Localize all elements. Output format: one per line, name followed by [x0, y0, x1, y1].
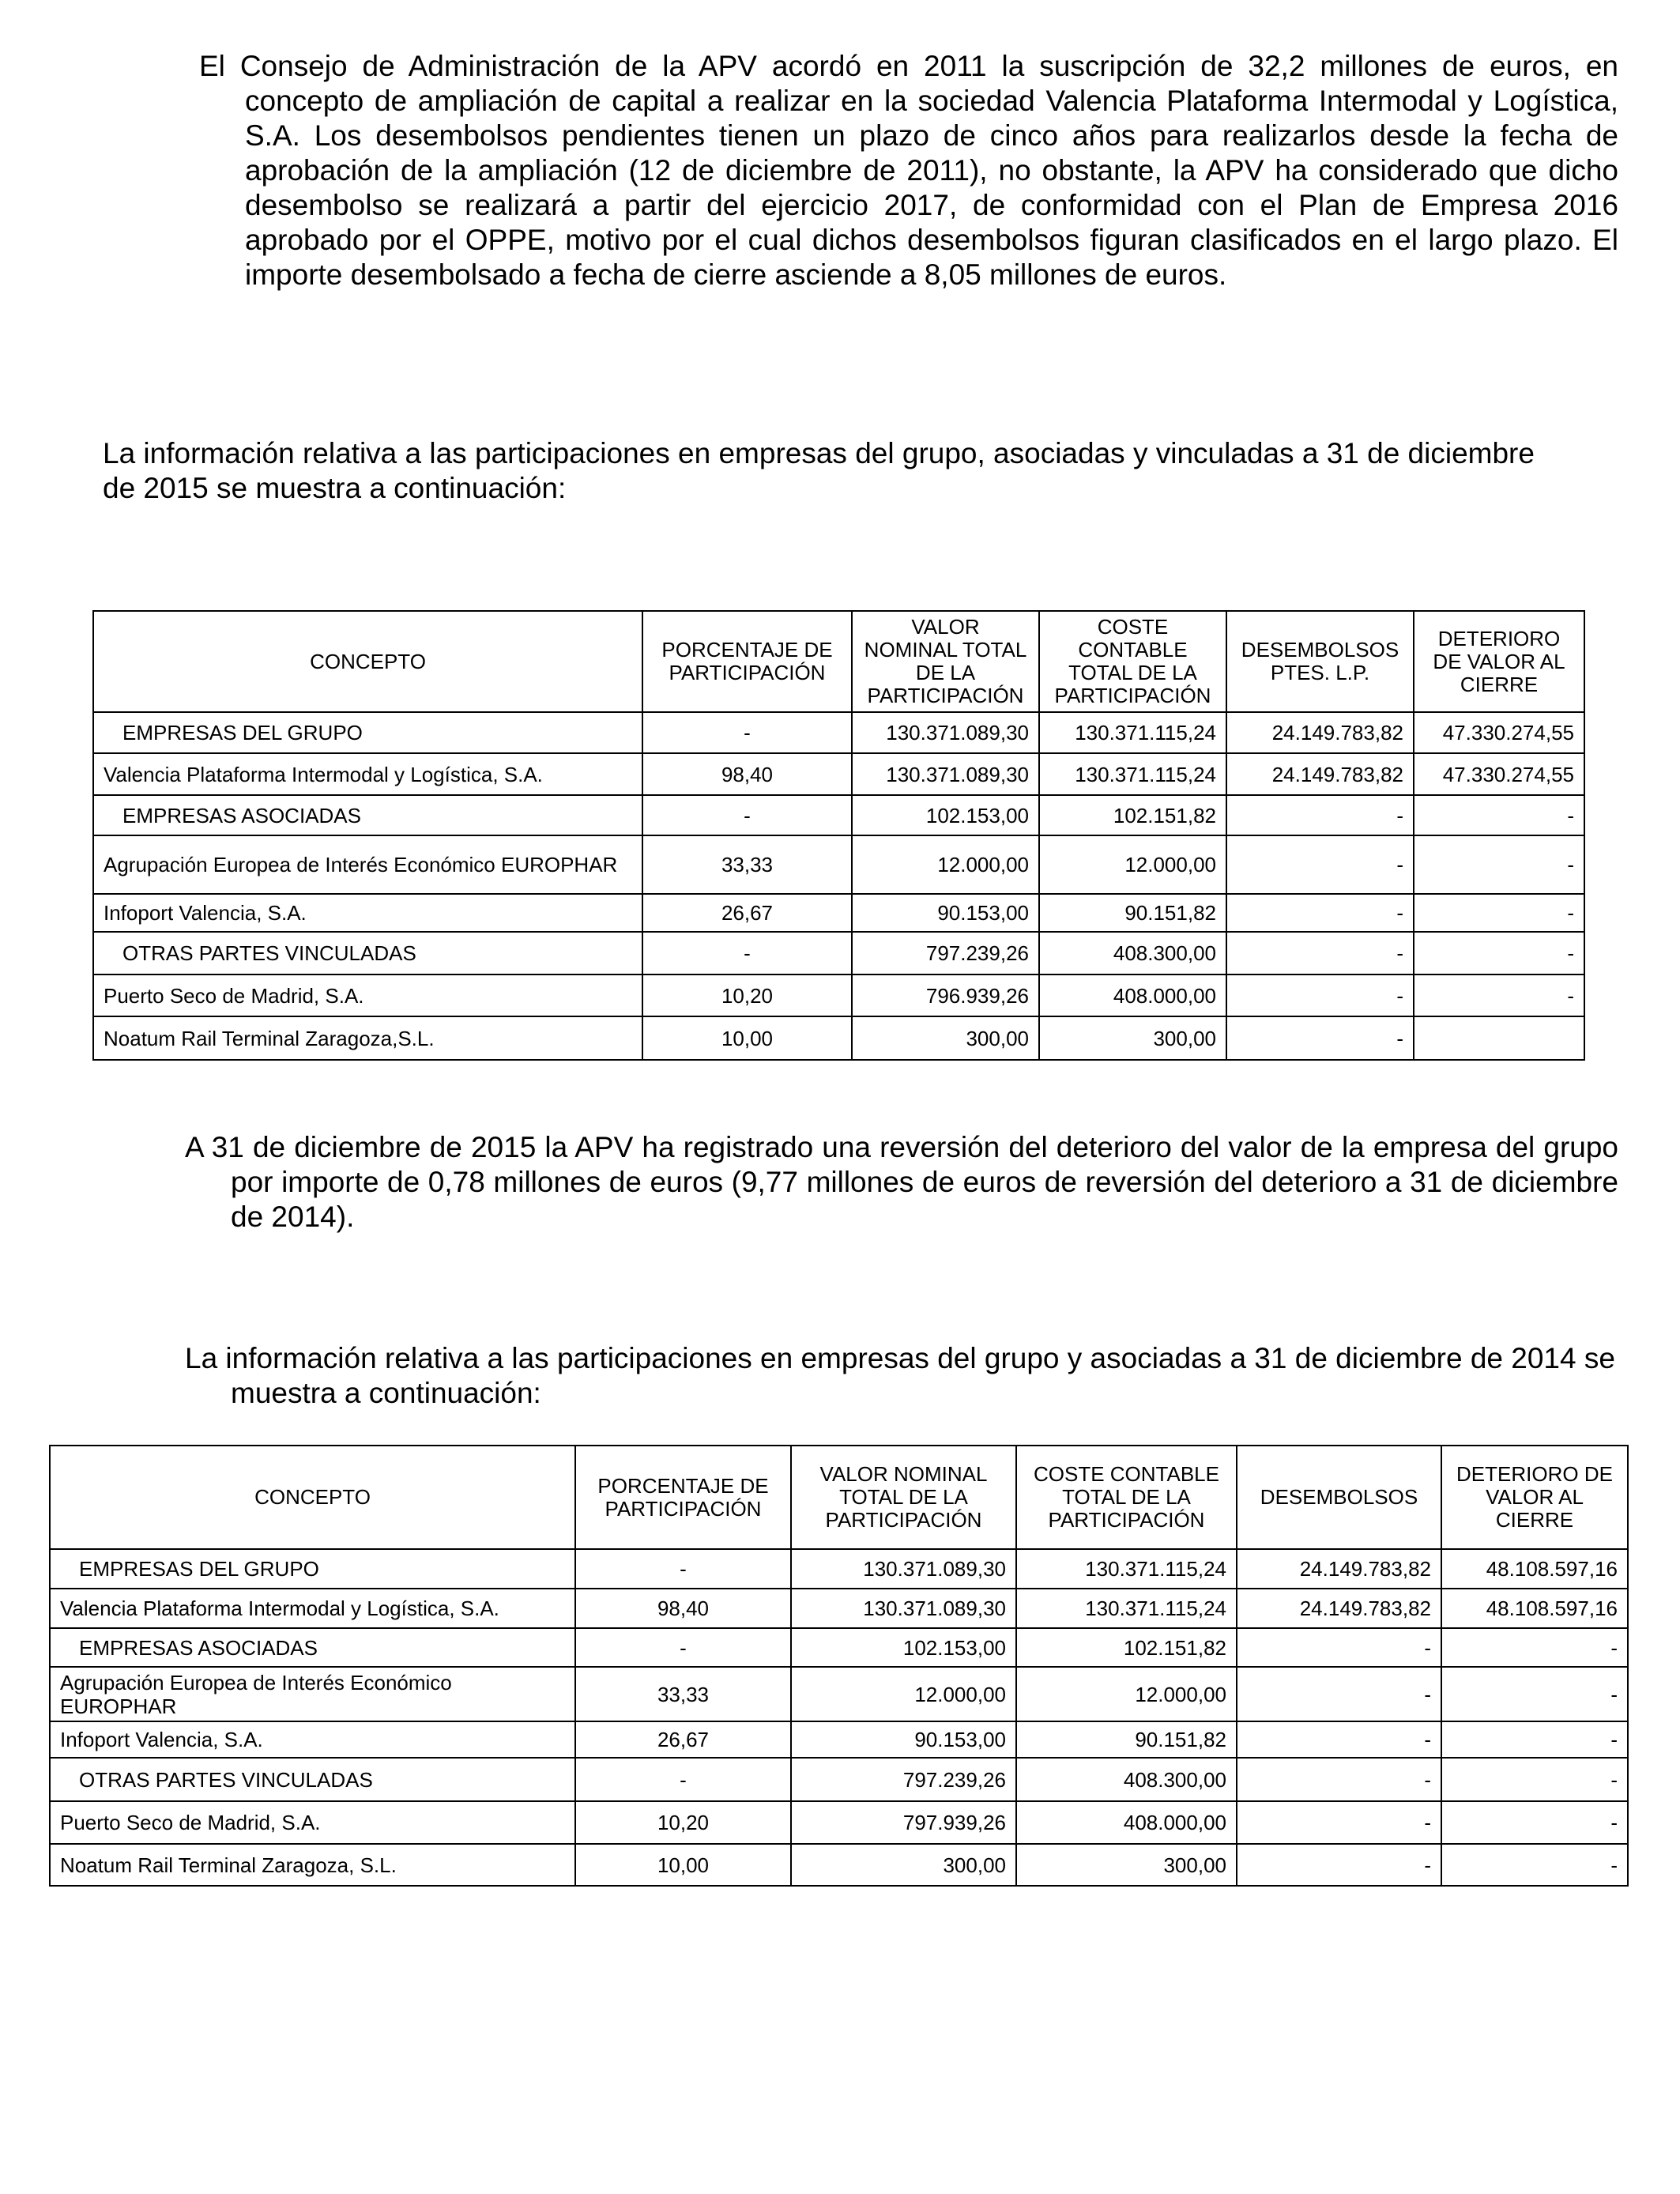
row-coste-contable: 130.371.115,24 — [1016, 1549, 1237, 1589]
row-deterioro: 47.330.274,55 — [1414, 712, 1584, 753]
row-desembolsos: 24.149.783,82 — [1226, 753, 1414, 795]
row-valor-nominal: 90.153,00 — [852, 894, 1039, 932]
row-porcentaje: 10,20 — [575, 1801, 791, 1844]
row-concepto: Infoport Valencia, S.A. — [93, 894, 642, 932]
row-deterioro: 48.108.597,16 — [1441, 1589, 1628, 1628]
table-row — [93, 894, 1584, 932]
row-concepto: EMPRESAS ASOCIADAS — [93, 795, 642, 835]
table-row — [50, 1589, 1628, 1628]
row-deterioro: - — [1414, 932, 1584, 974]
header-porcentaje: PORCENTAJE DE PARTICIPACIÓN — [642, 611, 852, 712]
row-coste-contable: 130.371.115,24 — [1039, 753, 1226, 795]
row-valor-nominal: 797.239,26 — [791, 1758, 1016, 1801]
row-concepto: EMPRESAS DEL GRUPO — [50, 1549, 575, 1589]
row-deterioro: - — [1441, 1801, 1628, 1844]
row-concepto: EMPRESAS DEL GRUPO — [93, 712, 642, 753]
table-row-section-vinculadas — [50, 1758, 1628, 1801]
row-deterioro: - — [1441, 1721, 1628, 1758]
row-coste-contable: 90.151,82 — [1039, 894, 1226, 932]
row-desembolsos: - — [1237, 1721, 1441, 1758]
row-concepto: Puerto Seco de Madrid, S.A. — [50, 1801, 575, 1844]
row-concepto: Infoport Valencia, S.A. — [50, 1721, 575, 1758]
row-coste-contable: 408.300,00 — [1016, 1758, 1237, 1801]
row-coste-contable: 12.000,00 — [1016, 1667, 1237, 1721]
row-desembolsos: - — [1226, 835, 1414, 894]
row-concepto: OTRAS PARTES VINCULADAS — [93, 932, 642, 974]
row-porcentaje: - — [642, 795, 852, 835]
row-valor-nominal: 300,00 — [852, 1016, 1039, 1060]
header-deterioro: DETERIORO DE VALOR AL CIERRE — [1441, 1446, 1628, 1549]
row-valor-nominal: 797.239,26 — [852, 932, 1039, 974]
row-porcentaje: 26,67 — [575, 1721, 791, 1758]
row-valor-nominal: 130.371.089,30 — [791, 1549, 1016, 1589]
row-coste-contable: 130.371.115,24 — [1016, 1589, 1237, 1628]
row-concepto: Agrupación Europea de Interés Económico EUROPHAR — [50, 1667, 575, 1721]
header-concepto: CONCEPTO — [93, 611, 642, 712]
paragraph-intro-2015: La información relativa a las participaciones en empresas del grupo, asociadas y vinculadas a 31 de diciembre de 2015 se muestra a continuación: — [103, 437, 1535, 504]
row-coste-contable: 90.151,82 — [1016, 1721, 1237, 1758]
table-row — [93, 753, 1584, 795]
row-concepto: EMPRESAS ASOCIADAS — [50, 1628, 575, 1667]
row-porcentaje: - — [642, 712, 852, 753]
row-porcentaje: 98,40 — [642, 753, 852, 795]
row-porcentaje: - — [642, 932, 852, 974]
table-row — [50, 1801, 1628, 1844]
row-porcentaje: - — [575, 1549, 791, 1589]
row-porcentaje: 10,00 — [642, 1016, 852, 1060]
row-desembolsos: - — [1226, 894, 1414, 932]
table-row-section-grupo — [50, 1549, 1628, 1589]
header-desembolsos: DESEMBOLSOS — [1237, 1446, 1441, 1549]
row-desembolsos: 24.149.783,82 — [1237, 1549, 1441, 1589]
row-concepto: Puerto Seco de Madrid, S.A. — [93, 974, 642, 1016]
row-valor-nominal: 130.371.089,30 — [852, 712, 1039, 753]
table-row — [93, 974, 1584, 1016]
row-desembolsos: - — [1226, 795, 1414, 835]
table-row — [50, 1844, 1628, 1886]
row-coste-contable: 102.151,82 — [1039, 795, 1226, 835]
row-concepto: Noatum Rail Terminal Zaragoza, S.L. — [50, 1844, 575, 1886]
header-concepto: CONCEPTO — [50, 1446, 575, 1549]
row-deterioro: 47.330.274,55 — [1414, 753, 1584, 795]
header-deterioro: DETERIORO DE VALOR AL CIERRE — [1414, 611, 1584, 712]
row-valor-nominal: 102.153,00 — [791, 1628, 1016, 1667]
row-valor-nominal: 12.000,00 — [791, 1667, 1016, 1721]
row-desembolsos: 24.149.783,82 — [1226, 712, 1414, 753]
row-valor-nominal: 796.939,26 — [852, 974, 1039, 1016]
paragraph-impairment-reversal: A 31 de diciembre de 2015 la APV ha registrado una reversión del deterioro del valor de la empresa del grupo por importe de 0,78 millones de euros (9,77 millones de euros de reversión del deterioro a 31 de diciembre de 2014). — [185, 1131, 1618, 1233]
row-desembolsos: - — [1237, 1844, 1441, 1886]
row-porcentaje: - — [575, 1758, 791, 1801]
table-row-section-asociadas — [93, 795, 1584, 835]
row-desembolsos: - — [1226, 974, 1414, 1016]
header-coste-contable: COSTE CONTABLE TOTAL DE LA PARTICIPACIÓN — [1016, 1446, 1237, 1549]
paragraph-intro-2014: La información relativa a las participaciones en empresas del grupo y asociadas a 31 de diciembre de 2014 se muestra a continuación: — [185, 1342, 1615, 1409]
table-row — [50, 1721, 1628, 1758]
row-porcentaje: 10,20 — [642, 974, 852, 1016]
row-concepto: Valencia Plataforma Intermodal y Logística, S.A. — [93, 753, 642, 795]
row-valor-nominal: 90.153,00 — [791, 1721, 1016, 1758]
row-coste-contable: 300,00 — [1039, 1016, 1226, 1060]
row-valor-nominal: 102.153,00 — [852, 795, 1039, 835]
row-porcentaje: - — [575, 1628, 791, 1667]
row-deterioro: - — [1414, 974, 1584, 1016]
row-concepto: Noatum Rail Terminal Zaragoza,S.L. — [93, 1016, 642, 1060]
row-deterioro: - — [1441, 1758, 1628, 1801]
row-coste-contable: 300,00 — [1016, 1844, 1237, 1886]
row-desembolsos: - — [1237, 1628, 1441, 1667]
row-coste-contable: 102.151,82 — [1016, 1628, 1237, 1667]
row-porcentaje: 98,40 — [575, 1589, 791, 1628]
row-desembolsos: - — [1237, 1758, 1441, 1801]
row-valor-nominal: 797.939,26 — [791, 1801, 1016, 1844]
row-deterioro: - — [1441, 1667, 1628, 1721]
row-concepto: OTRAS PARTES VINCULADAS — [50, 1758, 575, 1801]
table-row-section-vinculadas — [93, 932, 1584, 974]
row-valor-nominal: 130.371.089,30 — [791, 1589, 1016, 1628]
header-valor-nominal: VALOR NOMINAL TOTAL DE LA PARTICIPACIÓN — [852, 611, 1039, 712]
row-valor-nominal: 130.371.089,30 — [852, 753, 1039, 795]
table-header-row — [50, 1446, 1628, 1549]
row-valor-nominal: 300,00 — [791, 1844, 1016, 1886]
row-desembolsos: - — [1237, 1801, 1441, 1844]
header-desembolsos: DESEMBOLSOS PTES. L.P. — [1226, 611, 1414, 712]
row-deterioro: 48.108.597,16 — [1441, 1549, 1628, 1589]
header-porcentaje: PORCENTAJE DE PARTICIPACIÓN — [575, 1446, 791, 1549]
row-porcentaje: 26,67 — [642, 894, 852, 932]
participations-table-2015 — [92, 610, 1585, 1061]
header-valor-nominal: VALOR NOMINAL TOTAL DE LA PARTICIPACIÓN — [791, 1446, 1016, 1549]
row-desembolsos: - — [1226, 1016, 1414, 1060]
row-porcentaje: 33,33 — [642, 835, 852, 894]
row-desembolsos: - — [1237, 1667, 1441, 1721]
row-coste-contable: 12.000,00 — [1039, 835, 1226, 894]
row-deterioro: - — [1414, 894, 1584, 932]
row-desembolsos: - — [1226, 932, 1414, 974]
table-row — [93, 835, 1584, 894]
row-desembolsos: 24.149.783,82 — [1237, 1589, 1441, 1628]
paragraph-capital-increase: El Consejo de Administración de la APV acordó en 2011 la suscripción de 32,2 millones de euros, en concepto de ampliación de capital a realizar en la sociedad Valencia Plataforma Intermodal y Logística, S.A. Los desembolsos pendientes tienen un plazo de cinco años para realizarlos desde la fecha de aprobación de la ampliación (12 de diciembre de 2011), no obstante, la APV ha considerado que dicho desembolso se realizará a partir del ejercicio 2017, de conformidad con el Plan de Empresa 2016 aprobado por el OPPE, motivo por el cual dichos desembolsos figuran clasificados en el largo plazo. El importe desembolsado a fecha de cierre asciende a 8,05 millones de euros. — [199, 50, 1618, 291]
row-coste-contable: 408.000,00 — [1016, 1801, 1237, 1844]
table-row-section-asociadas — [50, 1628, 1628, 1667]
header-coste-contable: COSTE CONTABLE TOTAL DE LA PARTICIPACIÓN — [1039, 611, 1226, 712]
row-deterioro — [1414, 1016, 1584, 1060]
row-deterioro: - — [1414, 835, 1584, 894]
row-concepto: Agrupación Europea de Interés Económico EUROPHAR — [93, 835, 642, 894]
row-porcentaje: 33,33 — [575, 1667, 791, 1721]
table-row — [93, 1016, 1584, 1060]
row-coste-contable: 408.000,00 — [1039, 974, 1226, 1016]
table-row — [50, 1667, 1628, 1721]
row-coste-contable: 408.300,00 — [1039, 932, 1226, 974]
table-header-row — [93, 611, 1584, 712]
row-concepto: Valencia Plataforma Intermodal y Logística, S.A. — [50, 1589, 575, 1628]
participations-table-2014 — [49, 1445, 1629, 1887]
table-row-section-grupo — [93, 712, 1584, 753]
row-deterioro: - — [1441, 1628, 1628, 1667]
row-deterioro: - — [1441, 1844, 1628, 1886]
row-coste-contable: 130.371.115,24 — [1039, 712, 1226, 753]
row-valor-nominal: 12.000,00 — [852, 835, 1039, 894]
row-deterioro: - — [1414, 795, 1584, 835]
row-porcentaje: 10,00 — [575, 1844, 791, 1886]
